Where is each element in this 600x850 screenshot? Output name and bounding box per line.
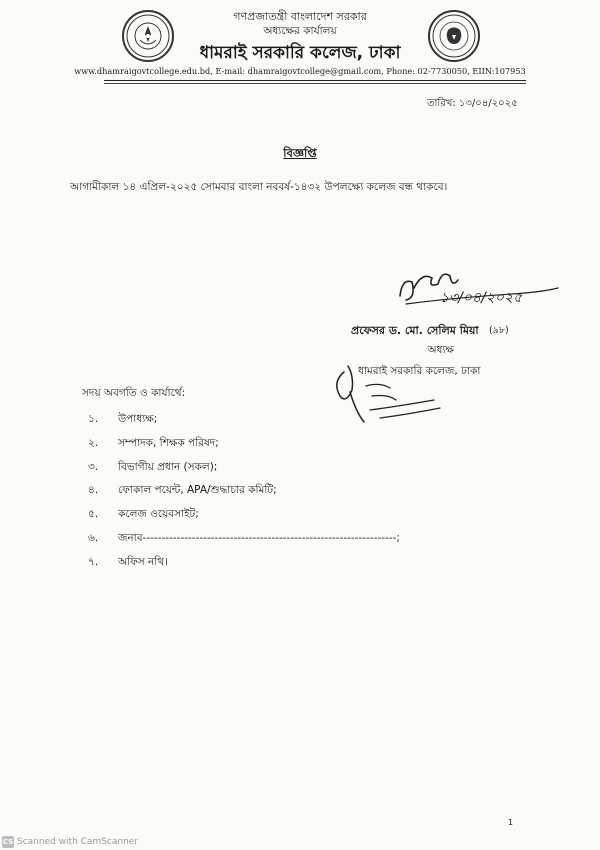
office-name: অধ্যক্ষের কার্যালয়: [263, 25, 337, 37]
header-divider-thin: [104, 83, 526, 84]
list-item-number: ৫.: [88, 508, 99, 521]
college-name: ধামরাই সরকারি কলেজ, ঢাকা: [199, 43, 401, 63]
signer-institution: ধামরাই সরকারি কলেজ, ঢাকা: [358, 365, 481, 377]
document-date: তারিখ: ১৩/০৪/২০২৫: [427, 98, 518, 109]
notice-title: বিজ্ঞপ্তি: [283, 146, 317, 160]
list-item-text: উপাধ্যক্ষ;: [118, 413, 158, 425]
list-item-text: কলেজ ওয়েবসাইট;: [118, 508, 199, 521]
list-item-number: ৭.: [88, 555, 99, 568]
list-item: [88, 412, 400, 436]
notice-body: আগামীকাল ১৪ এপ্রিল-২০২৫ সোমবার বাংলা নববর্ষ-১৪৩২ উপলক্ষ্যে কলেজ বন্ধ থাকবে।: [70, 181, 448, 193]
camscanner-logo-icon: CS: [2, 838, 14, 846]
list-item: [88, 483, 400, 507]
list-item: [88, 531, 400, 555]
signer-designation: অধ্যক্ষ: [427, 344, 454, 356]
list-item-text: সম্পাদক, শিক্ষক পরিষদ;: [118, 436, 219, 449]
signer-name: প্রফেসর ড. মো. সেলিম মিয়া: [351, 324, 479, 337]
handwritten-signature: [392, 258, 562, 318]
list-item: [88, 460, 400, 484]
scanner-text: Scanned with CamScanner: [17, 837, 139, 847]
list-item-number: ৬.: [88, 531, 99, 544]
list-item-number: ৩.: [88, 460, 99, 473]
copy-to-title: সদয় অবগতি ও কার্যার্থে:: [82, 387, 186, 399]
list-item-number: ১.: [88, 413, 99, 425]
list-item: [88, 555, 400, 579]
list-item-text: অফিস নথি।: [118, 555, 168, 568]
contact-line: www.dhamraigovtcollege.edu.bd, E-mail: dhamraigovtcollege@gmail.com, Phone: 02-7730050, EIIN:107953: [74, 66, 526, 76]
signer-batch: (৯৮): [489, 325, 509, 336]
list-item: [88, 436, 400, 460]
government-name: গণপ্রজাতন্ত্রী বাংলাদেশ সরকার: [233, 10, 367, 23]
page-number: 1: [508, 818, 514, 827]
list-item-number: ৪.: [88, 484, 99, 497]
list-item-text: ফোকাল পয়েন্ট, APA/শুদ্ধাচার কমিটি;: [118, 484, 277, 497]
list-item-text: বিভাগীয় প্রধান (সকল);: [118, 460, 218, 473]
list-item-text: জনাব-------------------------------------------------------------------;: [118, 531, 400, 544]
scanner-watermark: [0, 834, 138, 850]
copy-to-list: [88, 412, 400, 579]
signature-date: ১৩/০৪/২০২৫: [440, 290, 523, 306]
list-item: [88, 507, 400, 531]
header-divider: [104, 80, 526, 81]
list-item-number: ২.: [88, 436, 99, 449]
